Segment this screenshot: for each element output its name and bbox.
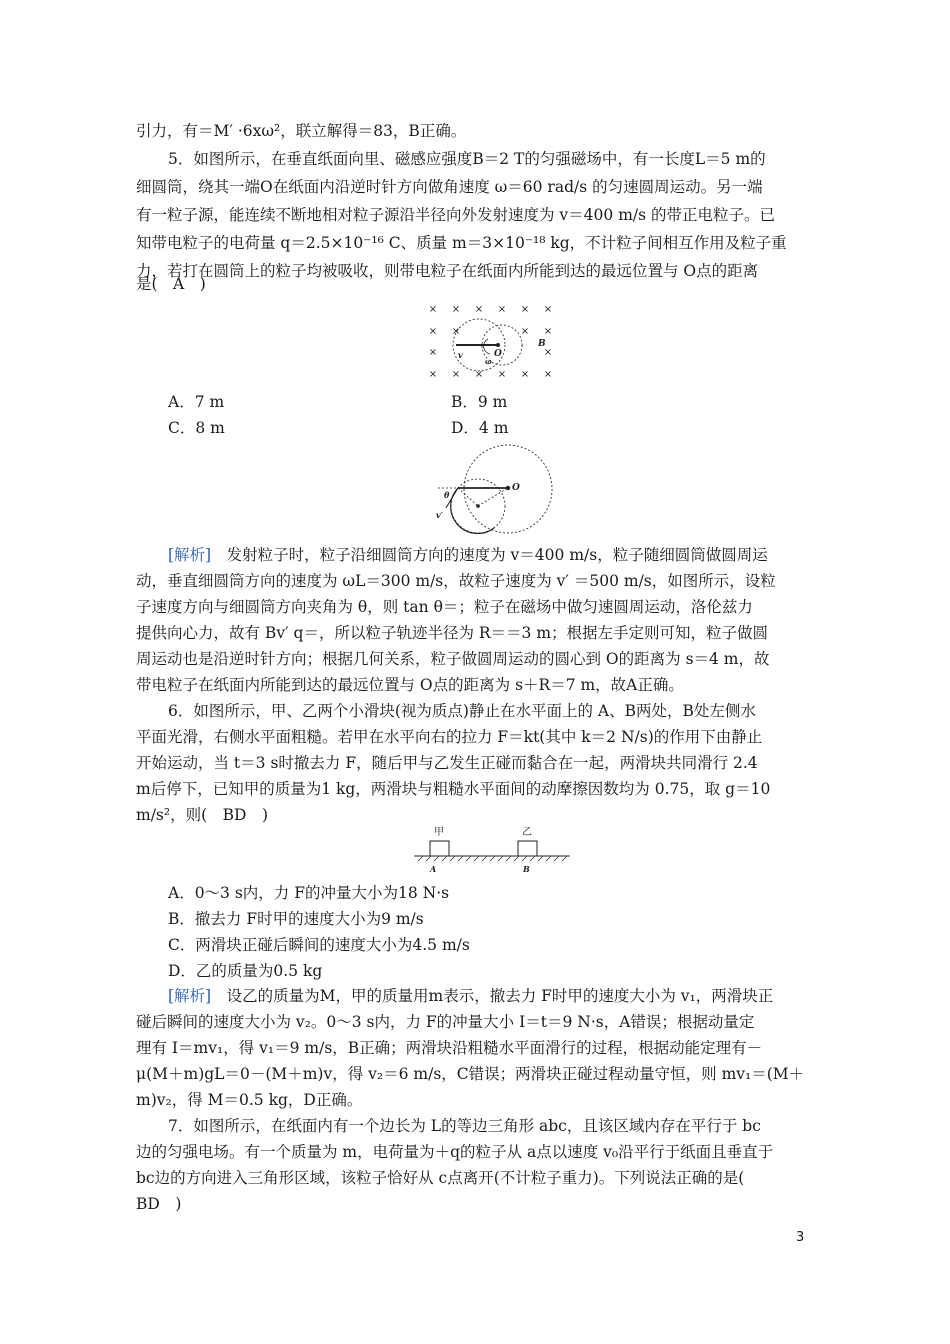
- question-5-line: 知带电粒子的电荷量 q＝2.5×10⁻¹⁶ C、质量 m＝3×10⁻¹⁸ kg，不计粒子间相互作用及粒子重: [136, 234, 787, 252]
- question-6-line: m后停下，已知甲的质量为1 kg，两滑块与粗糙水平面间的动摩擦因数均为 0.75，取 g＝10: [136, 780, 771, 798]
- analysis-5-line: 提供向心力，故有 Bv′ q＝，所以粒子轨迹半径为 R＝＝3 m；根据左手定则可知，粒子做圆: [136, 624, 769, 642]
- svg-text:×: ×: [520, 326, 530, 337]
- question-5-line: 力，若打在圆筒上的粒子均被吸收，则带电粒子在纸面内所能到达的最远位置与 O点的距离: [136, 262, 759, 280]
- analysis-5-line: 带电粒子在纸面内所能到达的最远位置与 O点的距离为 s＋R＝7 m，故A正确。: [136, 676, 684, 694]
- fig3-label-jia: 甲: [434, 827, 444, 838]
- svg-text:×: ×: [474, 304, 484, 315]
- fig1-label-v: v: [458, 350, 463, 360]
- svg-text:×: ×: [451, 304, 461, 315]
- question-5-answer: 是( A ): [136, 275, 206, 293]
- question-6-line: 开始运动，当 t＝3 s时撤去力 F，随后甲与乙发生正碰而黏合在一起，两滑块共同滑行 2.4: [136, 754, 758, 772]
- question-5-line: 有一粒子源，能连续不断地相对粒子源沿半径向外发射速度为 v＝400 m/s 的带正电粒子。已: [136, 206, 775, 224]
- page-number: 3: [796, 1230, 805, 1245]
- option-c: C．8 m: [168, 419, 225, 437]
- svg-text:×: ×: [428, 326, 438, 337]
- fig2-label-o: O: [512, 483, 520, 493]
- question-7-line: BD ): [136, 1195, 182, 1213]
- svg-text:×: ×: [543, 347, 553, 358]
- magnetic-field-figure: [418, 298, 568, 384]
- analysis-5-line: 动，垂直细圆筒方向的速度为 ωL＝300 m/s，故粒子速度为 v′ ＝500 m/s，如图所示，设粒: [136, 572, 776, 590]
- q6-option-c: C．两滑块正碰后瞬间的速度大小为4.5 m/s: [168, 936, 470, 954]
- fig3-label-yi: 乙: [522, 827, 532, 838]
- svg-text:×: ×: [428, 347, 438, 358]
- option-d: D．4 m: [451, 419, 509, 437]
- fig2-label-theta: θ: [444, 490, 450, 500]
- analysis-6-line: [168, 986, 816, 1006]
- svg-text:×: ×: [543, 326, 553, 337]
- analysis-6-line: 理有 I＝mv₁，得 v₁＝9 m/s，B正确；两滑块沿粗糙水平面滑行的过程，根据动能定理有－: [136, 1039, 763, 1057]
- svg-text:×: ×: [543, 369, 553, 380]
- fig1-label-o: O: [494, 349, 502, 359]
- svg-text:×: ×: [497, 304, 507, 315]
- analysis-6-line: 碰后瞬间的速度大小为 v₂。0～3 s内，力 F的冲量大小 I＝t＝9 N·s，A错误；根据动量定: [136, 1013, 755, 1031]
- q6-option-b: B．撤去力 F时甲的速度大小为9 m/s: [168, 910, 424, 928]
- fig1-label-b: B: [538, 339, 546, 349]
- analysis-6-text: 设乙的质量为M，甲的质量用m表示，撤去力 F时甲的速度大小为 v₁，两滑块正: [226, 987, 774, 1005]
- fig3-label-b: B: [523, 864, 530, 874]
- analysis-6-line: m)v₂，得 M＝0.5 kg，D正确。: [136, 1091, 363, 1109]
- question-6-line: 6．如图所示，甲、乙两个小滑块(视为质点)静止在水平面上的 A、B两处，B处左侧水: [168, 702, 756, 720]
- question-5-line: 5．如图所示，在垂直纸面向里、磁感应强度B＝2 T的匀强磁场中，有一长度L＝5 m的: [168, 150, 766, 168]
- analysis-tag: [解析]: [168, 546, 212, 564]
- q6-option-d: D．乙的质量为0.5 kg: [168, 962, 323, 980]
- trajectory-figure: [428, 444, 558, 534]
- option-b: B．9 m: [451, 393, 508, 411]
- fig2-label-v: v′: [436, 510, 443, 520]
- svg-text:×: ×: [428, 304, 438, 315]
- q6-option-a: A．0～3 s内，力 F的冲量大小为18 N·s: [168, 884, 450, 902]
- fig3-label-a: A: [430, 864, 437, 874]
- svg-text:×: ×: [520, 369, 530, 380]
- svg-text:×: ×: [451, 326, 461, 337]
- svg-text:×: ×: [497, 369, 507, 380]
- svg-text:×: ×: [520, 304, 530, 315]
- svg-text:×: ×: [543, 304, 553, 315]
- question-7-line: 边的匀强电场。有一个质量为 m，电荷量为＋q的粒子从 a点以速度 v₀沿平行于纸面且垂直于: [136, 1143, 774, 1161]
- analysis-5-text: 发射粒子时，粒子沿细圆筒方向的速度为 v＝400 m/s，粒子随细圆筒做圆周运: [226, 546, 768, 564]
- svg-text:×: ×: [474, 369, 484, 380]
- question-6-line: 平面光滑，右侧水平面粗糙。若甲在水平向右的拉力 F＝kt(其中 k＝2 N/s)的作用下由静止: [136, 728, 763, 746]
- analysis-tag: [解析]: [168, 987, 212, 1005]
- analysis-6-line: μ(M＋m)gL＝0－(M＋m)v，得 v₂＝6 m/s，C错误；两滑块正碰过程动量守恒，则 mv₁＝(M＋: [136, 1065, 805, 1083]
- fig1-label-omega: ω: [485, 357, 492, 366]
- question-6-answer: m/s²，则( BD ): [136, 806, 269, 824]
- sliding-blocks-figure: [410, 820, 574, 876]
- analysis-5-line: 周运动也是沿逆时针方向；根据几何关系，粒子做圆周运动的圆心到 O的距离为 s＝4 m，故: [136, 650, 770, 668]
- analysis-5-line: 子速度方向与细圆筒方向夹角为 θ，则 tan θ＝；粒子在磁场中做匀速圆周运动，洛伦兹力: [136, 598, 753, 616]
- option-a: A．7 m: [168, 393, 225, 411]
- question-7-line: bc边的方向进入三角形区域，该粒子恰好从 c点离开(不计粒子重力)。下列说法正确的是(: [136, 1169, 745, 1187]
- question-5-line: 细圆筒，绕其一端O在纸面内沿逆时针方向做角速度 ω＝60 rad/s 的匀速圆周运动。另一端: [136, 178, 763, 196]
- svg-text:×: ×: [451, 369, 461, 380]
- analysis-5-line: [168, 545, 816, 565]
- svg-text:×: ×: [428, 369, 438, 380]
- question-7-line: 7．如图所示，在纸面内有一个边长为 L的等边三角形 abc，且该区域内存在平行于 bc: [168, 1117, 761, 1135]
- text-line: 引力，有＝M′ ·6xω²，联立解得＝83，B正确。: [136, 122, 467, 140]
